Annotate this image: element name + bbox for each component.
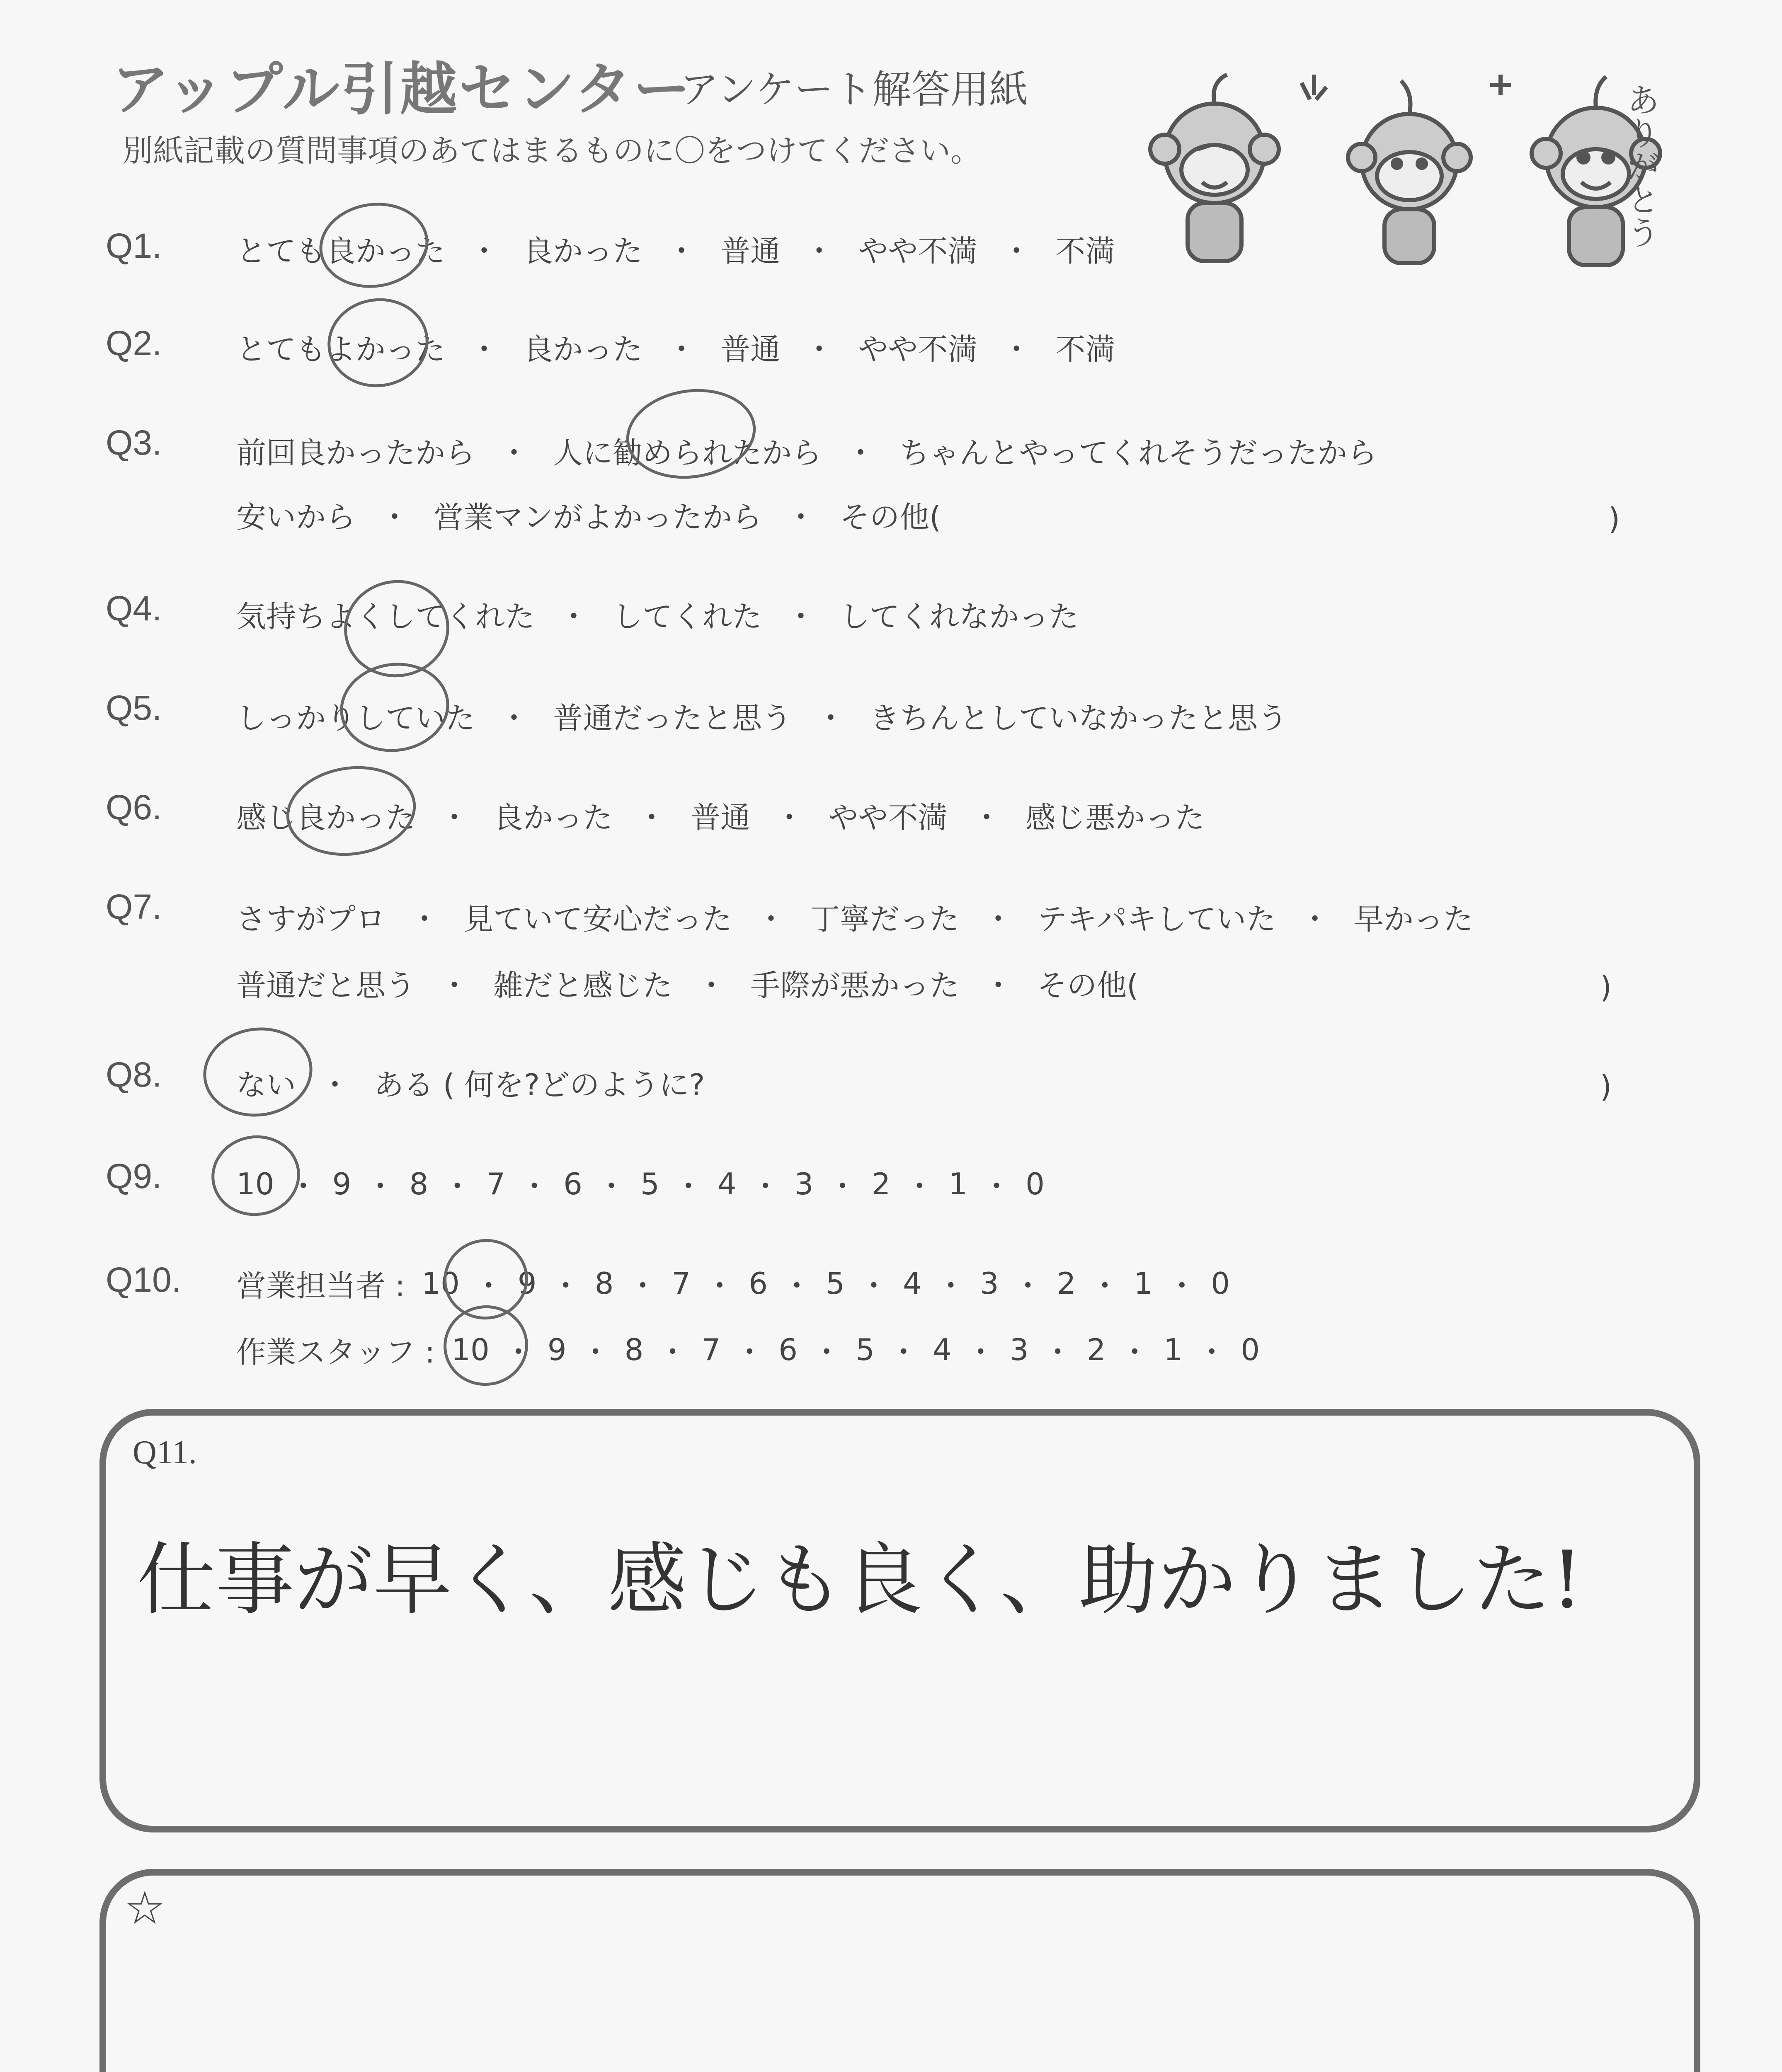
q2-option[interactable]: とてもよかった [236, 332, 446, 367]
q10-staff-score[interactable]: 5 [856, 1332, 875, 1367]
q8-close-paren: ) [1600, 1069, 1612, 1104]
q2-option[interactable]: やや不満 [858, 332, 978, 367]
q7-option[interactable]: さすがプロ [236, 902, 386, 937]
q10-staff-score[interactable]: 4 [932, 1332, 952, 1367]
q10-staff-row: 作業スタッフ : 10 ・ 9 ・ 8 ・ 7 ・ 6 ・ 5 ・ 4 ・ 3 ・ 2 ・ 1 ・ 0 [236, 1328, 1260, 1371]
q11-label: Q11. [133, 1434, 197, 1471]
q8-option[interactable]: ない [236, 1067, 296, 1102]
q10-sales-score[interactable]: 5 [826, 1266, 845, 1301]
q9-label: Q9. [106, 1157, 162, 1196]
instruction-text: 別紙記載の質問事項のあてはまるものに〇をつけてください。 [122, 133, 981, 169]
q6-option[interactable]: やや不満 [828, 800, 948, 835]
q10-sales-row: 営業担当者 : 10 ・ 9 ・ 8 ・ 7 ・ 6 ・ 5 ・ 4 ・ 3 ・ 2 ・ 1 ・ 0 [236, 1262, 1230, 1305]
q4-option[interactable]: してくれた [613, 599, 762, 634]
q10-sales-score[interactable]: 4 [902, 1266, 922, 1301]
star-icon: ☆ [124, 1881, 165, 1934]
q9-score[interactable]: 4 [717, 1167, 737, 1201]
q10-sales-score[interactable]: 8 [594, 1266, 614, 1301]
q5-option[interactable]: しっかりしていた [236, 701, 475, 736]
q10-sales-score[interactable]: 9 [517, 1266, 537, 1301]
q3-label: Q3. [106, 423, 162, 462]
q6-answer-circle [281, 758, 422, 864]
q2-label: Q2. [106, 324, 162, 363]
q10-staff-score[interactable]: 8 [624, 1332, 644, 1367]
company-title: アップル引越センター [112, 56, 692, 123]
q5-answer-circle [334, 656, 455, 759]
q5-option[interactable]: 普通だったと思う [553, 701, 792, 736]
q9-score[interactable]: 0 [1026, 1167, 1045, 1201]
q1-option[interactable]: 不満 [1055, 234, 1115, 269]
q10-staff-score[interactable]: 3 [1009, 1332, 1029, 1367]
q1-option[interactable]: やや不満 [858, 234, 978, 269]
q6-options: 感じ良かった ・ 良かった ・ 普通 ・ やや不満 ・ 感じ悪かった [236, 794, 1205, 837]
q4-label: Q4. [106, 589, 162, 628]
q3-option[interactable]: 前回良かったから [236, 436, 475, 470]
q5-option[interactable]: きちんとしていなかったと思う [870, 701, 1288, 736]
q9-score[interactable]: 7 [486, 1167, 506, 1201]
q6-option[interactable]: 良かった [493, 800, 613, 835]
mascot-thanks-text: ありがとう [1621, 83, 1660, 249]
q3-option[interactable]: 営業マンがよかったから [434, 500, 762, 535]
q1-option[interactable]: とても良かった [236, 234, 446, 269]
q3-option-other[interactable]: その他( [840, 500, 941, 535]
q3-close-paren: ) [1608, 501, 1620, 536]
q9-score[interactable]: 9 [332, 1167, 352, 1201]
q10-sales-score[interactable]: 1 [1134, 1266, 1153, 1301]
q10-staff-score[interactable]: 1 [1164, 1332, 1183, 1367]
q1-option[interactable]: 良かった [523, 234, 643, 269]
q7-option[interactable]: 丁寧だった [810, 902, 960, 937]
q1-option[interactable]: 普通 [720, 234, 781, 269]
q6-option[interactable]: 感じ良かった [236, 800, 416, 835]
q4-option[interactable]: 気持ちよくしてくれた [236, 599, 535, 634]
q8-option[interactable]: ある ( 何を?どのように? [374, 1067, 705, 1102]
q10-staff-score[interactable]: 9 [547, 1332, 567, 1367]
q9-score[interactable]: 3 [794, 1167, 814, 1201]
q8-answer-circle [197, 1021, 318, 1124]
q7-option[interactable]: 早かった [1354, 902, 1474, 937]
q7-options-line2: 普通だと思う ・ 雑だと感じた ・ 手際が悪かった ・ その他( [236, 961, 1138, 1005]
q11-handwritten-answer: 仕事が早く、感じも良く、助かりました! [137, 1534, 1583, 1626]
q7-option[interactable]: 見ていて安心だった [463, 902, 732, 937]
q1-answer-circle [314, 196, 434, 295]
q1-label: Q1. [106, 226, 162, 265]
q10-staff-answer-circle [438, 1300, 533, 1392]
q2-option[interactable]: 普通 [720, 332, 781, 367]
q3-options-line1: 前回良かったから ・ 人に勧められたから ・ ちゃんとやってくれそうだったから [236, 429, 1377, 472]
q9-score[interactable]: 10 [236, 1167, 274, 1201]
q10-staff-score[interactable]: 0 [1241, 1332, 1260, 1367]
q2-option[interactable]: 良かった [523, 332, 643, 367]
q2-options: とてもよかった ・ 良かった ・ 普通 ・ やや不満 ・ 不満 [236, 325, 1115, 368]
q10-staff-score[interactable]: 10 [451, 1332, 490, 1367]
q5-label: Q5. [106, 688, 162, 727]
q10-staff-score[interactable]: 2 [1086, 1332, 1106, 1367]
q10-sales-score[interactable]: 10 [422, 1266, 460, 1301]
q7-option[interactable]: 雑だと感じた [493, 968, 673, 1003]
q10-sales-score[interactable]: 7 [672, 1266, 691, 1301]
q8-label: Q8. [106, 1055, 162, 1094]
q10-label: Q10. [106, 1260, 182, 1299]
q10-sales-label: 営業担当者 : [236, 1268, 405, 1303]
q10-staff-label: 作業スタッフ : [236, 1335, 435, 1370]
q7-options-line1: さすがプロ ・ 見ていて安心だった ・ 丁寧だった ・ テキパキしていた ・ 早かった [236, 895, 1473, 938]
q10-staff-score[interactable]: 7 [701, 1332, 721, 1367]
q9-answer-circle [206, 1130, 305, 1222]
q9-score[interactable]: 8 [409, 1167, 429, 1201]
form-subtitle: アンケート解答用紙 [680, 67, 1028, 112]
q10-sales-score[interactable]: 2 [1057, 1266, 1076, 1301]
q8-options: ない ・ ある ( 何を?どのように? [236, 1061, 705, 1104]
q1-options: とても良かった ・ 良かった ・ 普通 ・ やや不満 ・ 不満 [236, 227, 1115, 270]
q5-options: しっかりしていた ・ 普通だったと思う ・ きちんとしていなかったと思う [236, 694, 1287, 737]
q4-option[interactable]: してくれなかった [840, 599, 1079, 634]
q9-score[interactable]: 6 [563, 1167, 582, 1201]
q7-label: Q7. [106, 887, 162, 926]
q7-option[interactable]: テキパキしていた [1037, 902, 1276, 937]
q3-option[interactable]: 人に勧められたから [553, 436, 822, 470]
q3-option[interactable]: ちゃんとやってくれそうだったから [899, 436, 1377, 470]
free-comment-box[interactable] [99, 1869, 1700, 2072]
q4-options: 気持ちよくしてくれた ・ してくれた ・ してくれなかった [236, 593, 1079, 636]
q6-label: Q6. [106, 788, 162, 827]
q2-option[interactable]: 不満 [1055, 332, 1115, 367]
q6-option[interactable]: 普通 [691, 800, 751, 835]
q9-options: 10 ・ 9 ・ 8 ・ 7 ・ 6 ・ 5 ・ 4 ・ 3 ・ 2 ・ 1 ・ 0 [236, 1167, 1045, 1204]
q9-score[interactable]: 5 [640, 1167, 659, 1201]
q2-answer-circle [322, 292, 434, 394]
q3-option[interactable]: 安いから [236, 500, 356, 535]
q7-option[interactable]: 手際が悪かった [750, 968, 960, 1003]
q7-close-paren: ) [1600, 970, 1612, 1005]
q9-score[interactable]: 1 [948, 1167, 968, 1201]
q7-option[interactable]: 普通だと思う [236, 968, 416, 1003]
q10-sales-score[interactable]: 6 [749, 1266, 768, 1301]
q10-sales-score[interactable]: 3 [979, 1266, 999, 1301]
q6-option[interactable]: 感じ悪かった [1026, 800, 1205, 835]
q9-score[interactable]: 2 [871, 1167, 891, 1201]
q3-options-line2: 安いから ・ 営業マンがよかったから ・ その他( [236, 493, 941, 536]
q10-sales-score[interactable]: 0 [1211, 1266, 1230, 1301]
q7-option-other[interactable]: その他( [1037, 968, 1139, 1003]
q10-staff-score[interactable]: 6 [778, 1332, 798, 1367]
